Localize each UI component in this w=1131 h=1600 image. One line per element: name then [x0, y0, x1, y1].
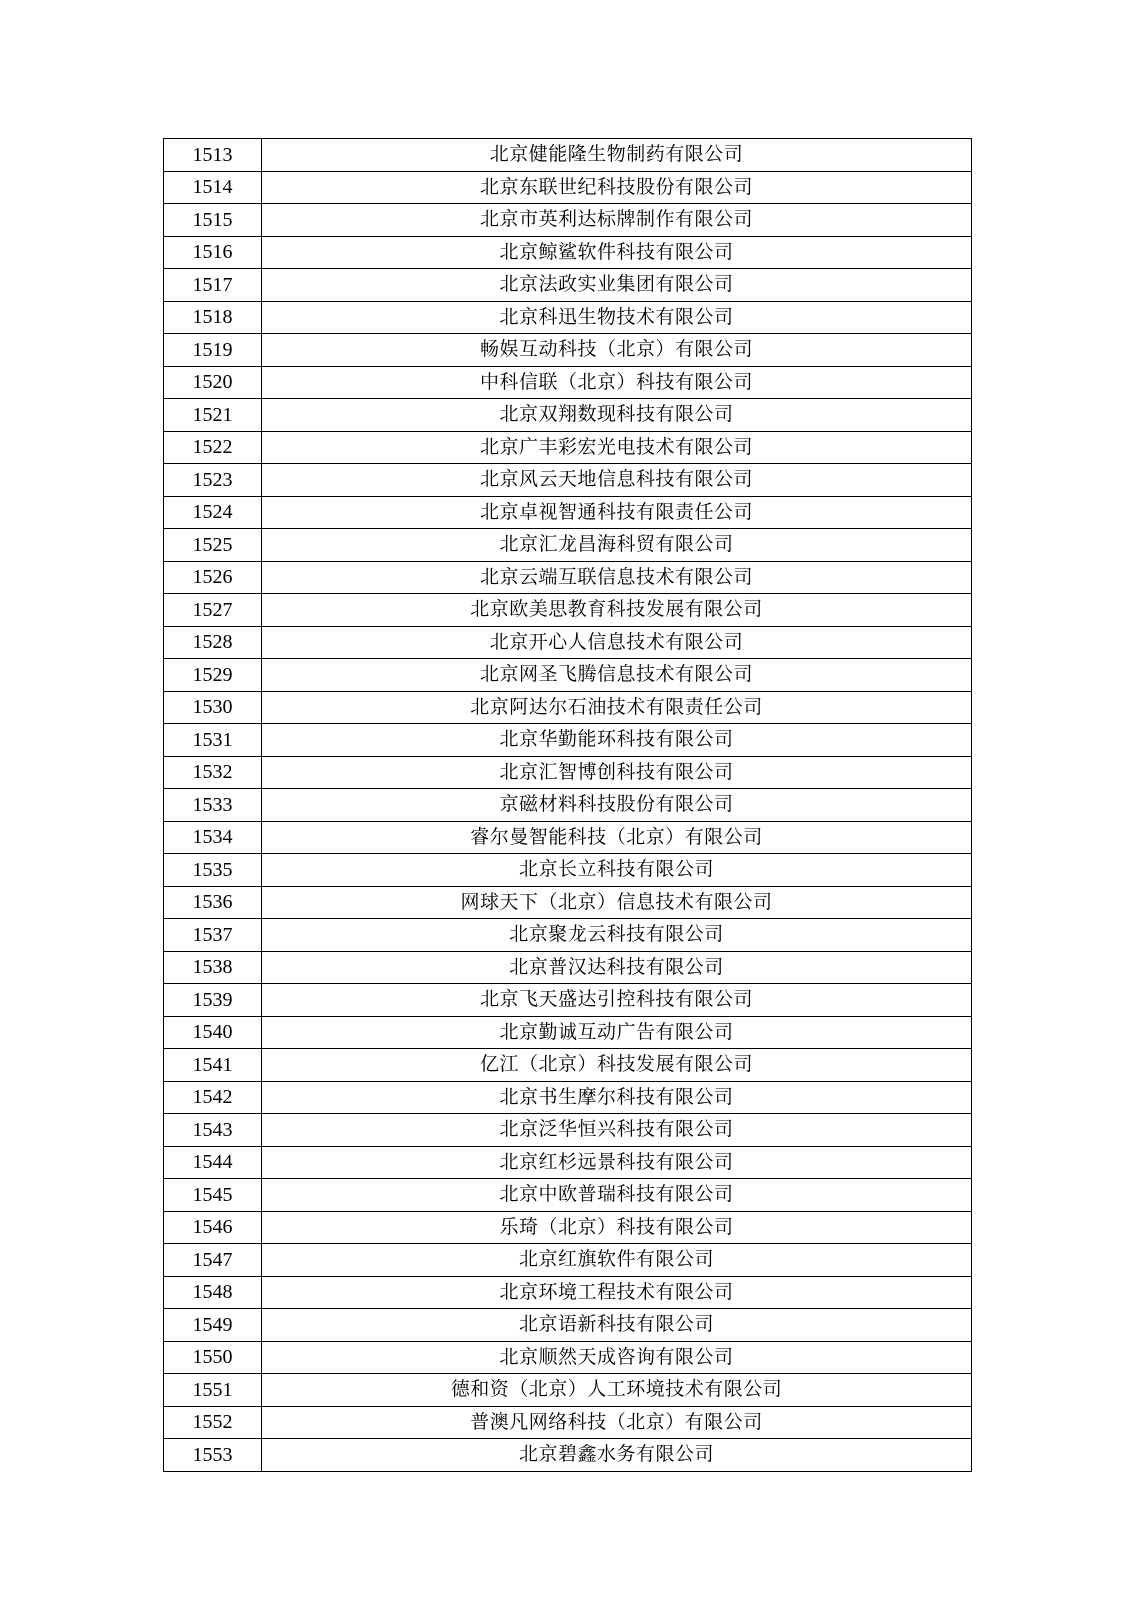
row-number-cell: 1551: [164, 1374, 262, 1407]
table-row: [164, 236, 972, 269]
table-row: [164, 1276, 972, 1309]
row-number-cell: 1518: [164, 301, 262, 334]
row-number-cell: 1548: [164, 1276, 262, 1309]
table-row: [164, 659, 972, 692]
row-number-cell: 1547: [164, 1244, 262, 1277]
company-name-cell: 北京法政实业集团有限公司: [262, 269, 972, 302]
row-number-cell: 1536: [164, 886, 262, 919]
company-name-cell: 北京长立科技有限公司: [262, 854, 972, 887]
table-row: [164, 561, 972, 594]
table-row: [164, 854, 972, 887]
table-row: [164, 399, 972, 432]
table-row: [164, 1081, 972, 1114]
table-row: [164, 431, 972, 464]
company-name-cell: 睿尔曼智能科技（北京）有限公司: [262, 821, 972, 854]
company-name-cell: 北京双翔数现科技有限公司: [262, 399, 972, 432]
row-number-cell: 1517: [164, 269, 262, 302]
row-number-cell: 1542: [164, 1081, 262, 1114]
company-name-cell: 北京广丰彩宏光电技术有限公司: [262, 431, 972, 464]
row-number-cell: 1522: [164, 431, 262, 464]
row-number-cell: 1552: [164, 1406, 262, 1439]
table-row: [164, 1016, 972, 1049]
table-row: [164, 1244, 972, 1277]
table-row: [164, 626, 972, 659]
table-row: [164, 789, 972, 822]
company-name-cell: 北京华勤能环科技有限公司: [262, 724, 972, 757]
company-name-cell: 北京红杉远景科技有限公司: [262, 1146, 972, 1179]
table-row: [164, 594, 972, 627]
row-number-cell: 1526: [164, 561, 262, 594]
table-row: [164, 984, 972, 1017]
row-number-cell: 1534: [164, 821, 262, 854]
company-name-cell: 北京环境工程技术有限公司: [262, 1276, 972, 1309]
row-number-cell: 1519: [164, 334, 262, 367]
row-number-cell: 1525: [164, 529, 262, 562]
company-name-cell: 北京汇龙昌海科贸有限公司: [262, 529, 972, 562]
company-name-cell: 北京科迅生物技术有限公司: [262, 301, 972, 334]
row-number-cell: 1544: [164, 1146, 262, 1179]
table-row: [164, 1179, 972, 1212]
company-name-cell: 北京风云天地信息科技有限公司: [262, 464, 972, 497]
table-row: [164, 756, 972, 789]
company-list-table: [163, 138, 972, 1472]
company-name-cell: 网球天下（北京）信息技术有限公司: [262, 886, 972, 919]
table-row: [164, 1309, 972, 1342]
row-number-cell: 1520: [164, 366, 262, 399]
row-number-cell: 1549: [164, 1309, 262, 1342]
company-name-cell: 北京书生摩尔科技有限公司: [262, 1081, 972, 1114]
table-row: [164, 951, 972, 984]
row-number-cell: 1553: [164, 1439, 262, 1472]
row-number-cell: 1543: [164, 1114, 262, 1147]
table-row: [164, 1211, 972, 1244]
company-name-cell: 北京开心人信息技术有限公司: [262, 626, 972, 659]
company-name-cell: 北京健能隆生物制药有限公司: [262, 139, 972, 172]
row-number-cell: 1539: [164, 984, 262, 1017]
company-name-cell: 北京阿达尔石油技术有限责任公司: [262, 691, 972, 724]
company-name-cell: 北京泛华恒兴科技有限公司: [262, 1114, 972, 1147]
row-number-cell: 1540: [164, 1016, 262, 1049]
table-row: [164, 1341, 972, 1374]
table-row: [164, 464, 972, 497]
company-name-cell: 北京卓视智通科技有限责任公司: [262, 496, 972, 529]
table-row: [164, 919, 972, 952]
table-row: [164, 1146, 972, 1179]
table-row: [164, 269, 972, 302]
row-number-cell: 1529: [164, 659, 262, 692]
table-row: [164, 301, 972, 334]
company-name-cell: 北京鲸鲨软件科技有限公司: [262, 236, 972, 269]
company-name-cell: 普澳凡网络科技（北京）有限公司: [262, 1406, 972, 1439]
table-row: [164, 496, 972, 529]
table-row: [164, 821, 972, 854]
company-name-cell: 乐琦（北京）科技有限公司: [262, 1211, 972, 1244]
company-name-cell: 北京飞天盛达引控科技有限公司: [262, 984, 972, 1017]
table-row: [164, 334, 972, 367]
table-row: [164, 204, 972, 237]
company-name-cell: 北京勤诚互动广告有限公司: [262, 1016, 972, 1049]
row-number-cell: 1527: [164, 594, 262, 627]
row-number-cell: 1521: [164, 399, 262, 432]
company-name-cell: 北京中欧普瑞科技有限公司: [262, 1179, 972, 1212]
row-number-cell: 1516: [164, 236, 262, 269]
table-body: [164, 139, 972, 1472]
row-number-cell: 1532: [164, 756, 262, 789]
table-row: [164, 1439, 972, 1472]
row-number-cell: 1541: [164, 1049, 262, 1082]
company-name-cell: 北京碧鑫水务有限公司: [262, 1439, 972, 1472]
table-row: [164, 886, 972, 919]
table-row: [164, 1049, 972, 1082]
table-row: [164, 1114, 972, 1147]
row-number-cell: 1514: [164, 171, 262, 204]
row-number-cell: 1538: [164, 951, 262, 984]
row-number-cell: 1515: [164, 204, 262, 237]
company-name-cell: 北京东联世纪科技股份有限公司: [262, 171, 972, 204]
table-row: [164, 171, 972, 204]
row-number-cell: 1523: [164, 464, 262, 497]
table-row: [164, 139, 972, 172]
row-number-cell: 1550: [164, 1341, 262, 1374]
company-name-cell: 北京汇智博创科技有限公司: [262, 756, 972, 789]
row-number-cell: 1524: [164, 496, 262, 529]
table-row: [164, 691, 972, 724]
company-name-cell: 北京红旗软件有限公司: [262, 1244, 972, 1277]
row-number-cell: 1545: [164, 1179, 262, 1212]
table-row: [164, 724, 972, 757]
company-name-cell: 京磁材料科技股份有限公司: [262, 789, 972, 822]
company-name-cell: 北京欧美思教育科技发展有限公司: [262, 594, 972, 627]
table-row: [164, 1406, 972, 1439]
company-name-cell: 北京语新科技有限公司: [262, 1309, 972, 1342]
company-name-cell: 北京普汉达科技有限公司: [262, 951, 972, 984]
row-number-cell: 1528: [164, 626, 262, 659]
row-number-cell: 1513: [164, 139, 262, 172]
row-number-cell: 1546: [164, 1211, 262, 1244]
company-name-cell: 北京云端互联信息技术有限公司: [262, 561, 972, 594]
company-name-cell: 北京聚龙云科技有限公司: [262, 919, 972, 952]
company-name-cell: 畅娱互动科技（北京）有限公司: [262, 334, 972, 367]
row-number-cell: 1531: [164, 724, 262, 757]
table-row: [164, 366, 972, 399]
company-name-cell: 北京市英利达标牌制作有限公司: [262, 204, 972, 237]
company-name-cell: 德和资（北京）人工环境技术有限公司: [262, 1374, 972, 1407]
company-name-cell: 北京网圣飞腾信息技术有限公司: [262, 659, 972, 692]
row-number-cell: 1537: [164, 919, 262, 952]
company-name-cell: 北京顺然天成咨询有限公司: [262, 1341, 972, 1374]
row-number-cell: 1535: [164, 854, 262, 887]
company-name-cell: 中科信联（北京）科技有限公司: [262, 366, 972, 399]
table-row: [164, 529, 972, 562]
company-name-cell: 亿江（北京）科技发展有限公司: [262, 1049, 972, 1082]
table-row: [164, 1374, 972, 1407]
row-number-cell: 1533: [164, 789, 262, 822]
row-number-cell: 1530: [164, 691, 262, 724]
